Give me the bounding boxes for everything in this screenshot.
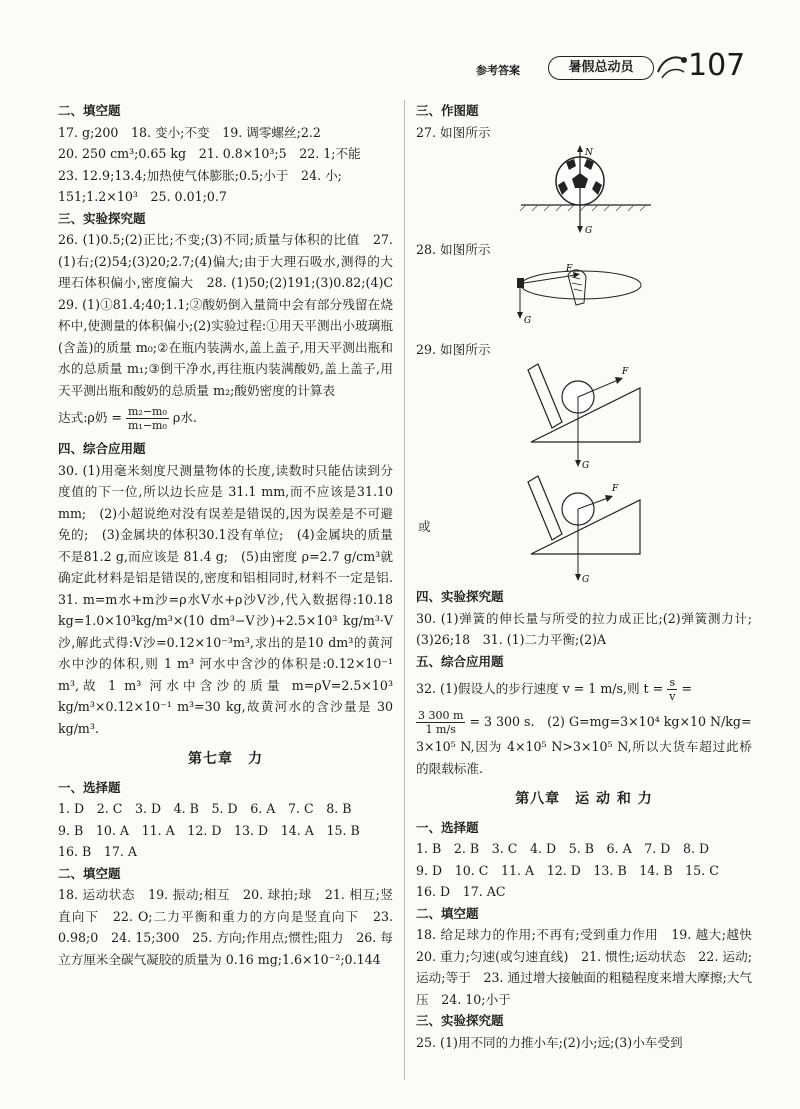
- label-G: G: [582, 461, 590, 471]
- section-title: 三、作图题: [416, 103, 479, 118]
- chapter-title: 第八章 运 动 和 力: [515, 791, 653, 807]
- q32-line-2: [416, 709, 752, 736]
- section-title: 一、选择题: [58, 779, 121, 795]
- answer-line: 151;1.2×10³ 25. 0.01;0.7: [58, 189, 227, 204]
- section-title: 二、填空题: [416, 905, 479, 921]
- answer-paragraph: 18. 运动状态 19. 振动;相互 20. 球拍;球 21. 相互;竖直向下 22. O;二力平衡和重力的方向是竖直向下 23. 0.98;0 24. 15;300 25. 方向;作用点;惯性;阻力 26. 每立方厘米全碳气凝胶的质量为 0.16 mg;1.6×10⁻²;0.144: [58, 887, 393, 967]
- section-title: 四、实验探究题: [416, 589, 504, 604]
- question-label: 28. 如图所示: [416, 242, 491, 257]
- answer-line: 25. (1)用不同的力推小车;(2)小;远;(3)小车受到: [416, 1034, 683, 1050]
- q32-line-1: [416, 676, 752, 703]
- page-number: 107: [688, 48, 746, 83]
- incline-ball-diagram-2: [416, 474, 752, 586]
- right-column: [416, 100, 765, 1053]
- answer-line: 1. D 2. C 3. D 4. B 5. D 6. A 7. C 8. B: [58, 801, 352, 816]
- label-N: N: [585, 148, 593, 158]
- answer-paragraph: 26. (1)0.5;(2)正比;不变;(3)不同;质量与体积的比值 27. (1)右;(2)54;(3)20;2.7;(4)偏大;由于大理石吸水,测得的大理石体积偏小,密度偏大 28. (1)50;(2)191;(3)0.82;(4)C 29. (1)①81.4;40;1.1;②酸奶倒入量筒中会有部分残留在烧杯中,使测量的体积偏小;(2)实验过程:①用天平测出小玻璃瓶(含盖)的质量 m₀;②在瓶内装满水,盖上盖子,用天平测出瓶和水的总质量 m₁;③倒干净水,再往瓶内装满酸奶,盖上盖子,用天平测出瓶和酸奶的总质量 m₂;酸奶密度的计算表: [58, 232, 406, 398]
- q32-frac2-num: 3 300 m: [418, 709, 464, 722]
- chapter-title: 第七章 力: [188, 751, 263, 767]
- column-divider: [404, 100, 405, 1080]
- answer-line: 16. B 17. A: [58, 844, 138, 859]
- section-title: 一、选择题: [416, 819, 479, 835]
- section-title: 三、实验探究题: [58, 210, 146, 226]
- label-F: F: [622, 367, 629, 377]
- incline-ball-diagram-1: [416, 362, 752, 472]
- label-G: G: [524, 315, 532, 326]
- q32-line-3: 3×10⁵ N,因为 4×10⁵ N>3×10⁵ N,所以大货车超过此桥的限载标准.: [416, 739, 752, 776]
- left-column: [58, 100, 406, 970]
- mascot-swirl-icon: [654, 50, 690, 84]
- formula-fraction: [126, 405, 169, 432]
- answer-line: 16. D 17. AC: [416, 884, 506, 899]
- q32-frac2-den: 1 m/s: [425, 723, 456, 736]
- header-ref-label: 参考答案: [476, 64, 520, 77]
- answer-line: 17. g;200 18. 变小;不变 19. 调零螺丝;2.2: [58, 124, 321, 140]
- q32-frac-num: s: [667, 676, 677, 690]
- q32-prefix: 32. (1)假设人的步行速度 v = 1 m/s,则 t =: [416, 681, 664, 696]
- q32-fraction: [667, 676, 677, 703]
- label-G: G: [582, 575, 590, 585]
- formula-prefix: 达式:ρ奶 =: [58, 410, 122, 425]
- answer-line: 20. 250 cm³;0.65 kg 21. 0.8×10³;5 22. 1;不能: [58, 146, 361, 161]
- question-label: 29. 如图所示: [416, 341, 491, 357]
- page-header: [446, 50, 746, 90]
- answer-line: 9. D 10. C 11. A 12. D 13. B 14. B 15. C: [416, 862, 719, 878]
- answer-line: 23. 12.9;13.4;加热使气体膨胀;0.5;小于 24. 小;: [58, 167, 342, 183]
- formula-suffix: ρ水.: [172, 410, 197, 425]
- section-title: 三、实验探究题: [416, 1013, 504, 1028]
- alt-diagram-row: [416, 474, 752, 586]
- answer-paragraph: 30. (1)用毫米刻度尺测量物体的长度,读数时只能估读到分度值的下一位,所以边长应是 31.1 mm,而不应该是31.10 mm; (2)小超说绝对没有误差是错误的,因为误差是不可避免的; (3)金属块的体积30.1没有单位; (4)金属块的质量不是81.2 g,而应该是 81.4 g; (5)由密度 ρ=2.7 g/cm³就确定此材料是铝是错误的,密度和铝相同时,材料不一定是铝. 31. m=m水+m沙=ρ水V水+ρ沙V沙,代入数据得:10.18 kg=1.0×10³kg/m³×(10 dm³−V沙)+2.5×10³ kg/m³·V沙,解此式得:V沙=0.12×10⁻³m³,求出的是10 dm³的黄河水中沙的体积,则 1 m³ 河水中含沙的体积是:0.12×10⁻¹ m³,故 1 m³ 河水中含沙的质量 m=ρV=2.5×10³ kg/m³×0.12×10⁻¹ m³=30 kg,故黄河水的含沙量是 30 kg/m³.: [58, 462, 406, 736]
- or-label: 或: [418, 519, 431, 534]
- q32-fraction-2: [416, 709, 465, 736]
- label-F: F: [566, 263, 573, 274]
- circular-motion-diagram: [416, 263, 752, 333]
- answer-line: 9. B 10. A 11. A 12. D 13. D 14. A 15. B: [58, 822, 360, 838]
- football-force-diagram: [416, 145, 752, 237]
- formula-numerator: m₂−m₀: [128, 405, 167, 418]
- formula-denominator: m₁−m₀: [128, 419, 167, 432]
- density-formula: [58, 405, 393, 432]
- q32-frac-den: v: [669, 690, 676, 703]
- question-label: 27. 如图所示: [416, 124, 491, 140]
- label-F: F: [612, 484, 619, 494]
- section-title: 二、填空题: [58, 103, 121, 118]
- q32-equals: =: [681, 681, 692, 696]
- answer-line: 1. B 2. B 3. C 4. D 5. B 6. A 7. D 8. D: [416, 841, 710, 856]
- header-book-title: 暑假总动员: [548, 56, 654, 80]
- section-title: 二、填空题: [58, 865, 121, 881]
- answer-paragraph: 30. (1)弹簧的伸长量与所受的拉力成正比;(2)弹簧测力计;(3)26;18 31. (1)二力平衡;(2)A: [416, 610, 752, 647]
- section-title: 五、综合应用题: [416, 653, 504, 669]
- label-G: G: [585, 226, 593, 236]
- answer-paragraph: 18. 给足球力的作用;不再有;受到重力作用 19. 越大;越快 20. 重力;匀速(或匀速直线) 21. 惯性;运动状态 22. 运动;运动;等于 23. 通过增大接触面的粗糙程度来增大摩擦;大气压 24. 10;小于: [416, 927, 765, 1007]
- section-title: 四、综合应用题: [58, 441, 146, 456]
- q32-rest: = 3 300 s. (2) G=mg=3×10⁴ kg×10 N/kg=: [469, 714, 752, 729]
